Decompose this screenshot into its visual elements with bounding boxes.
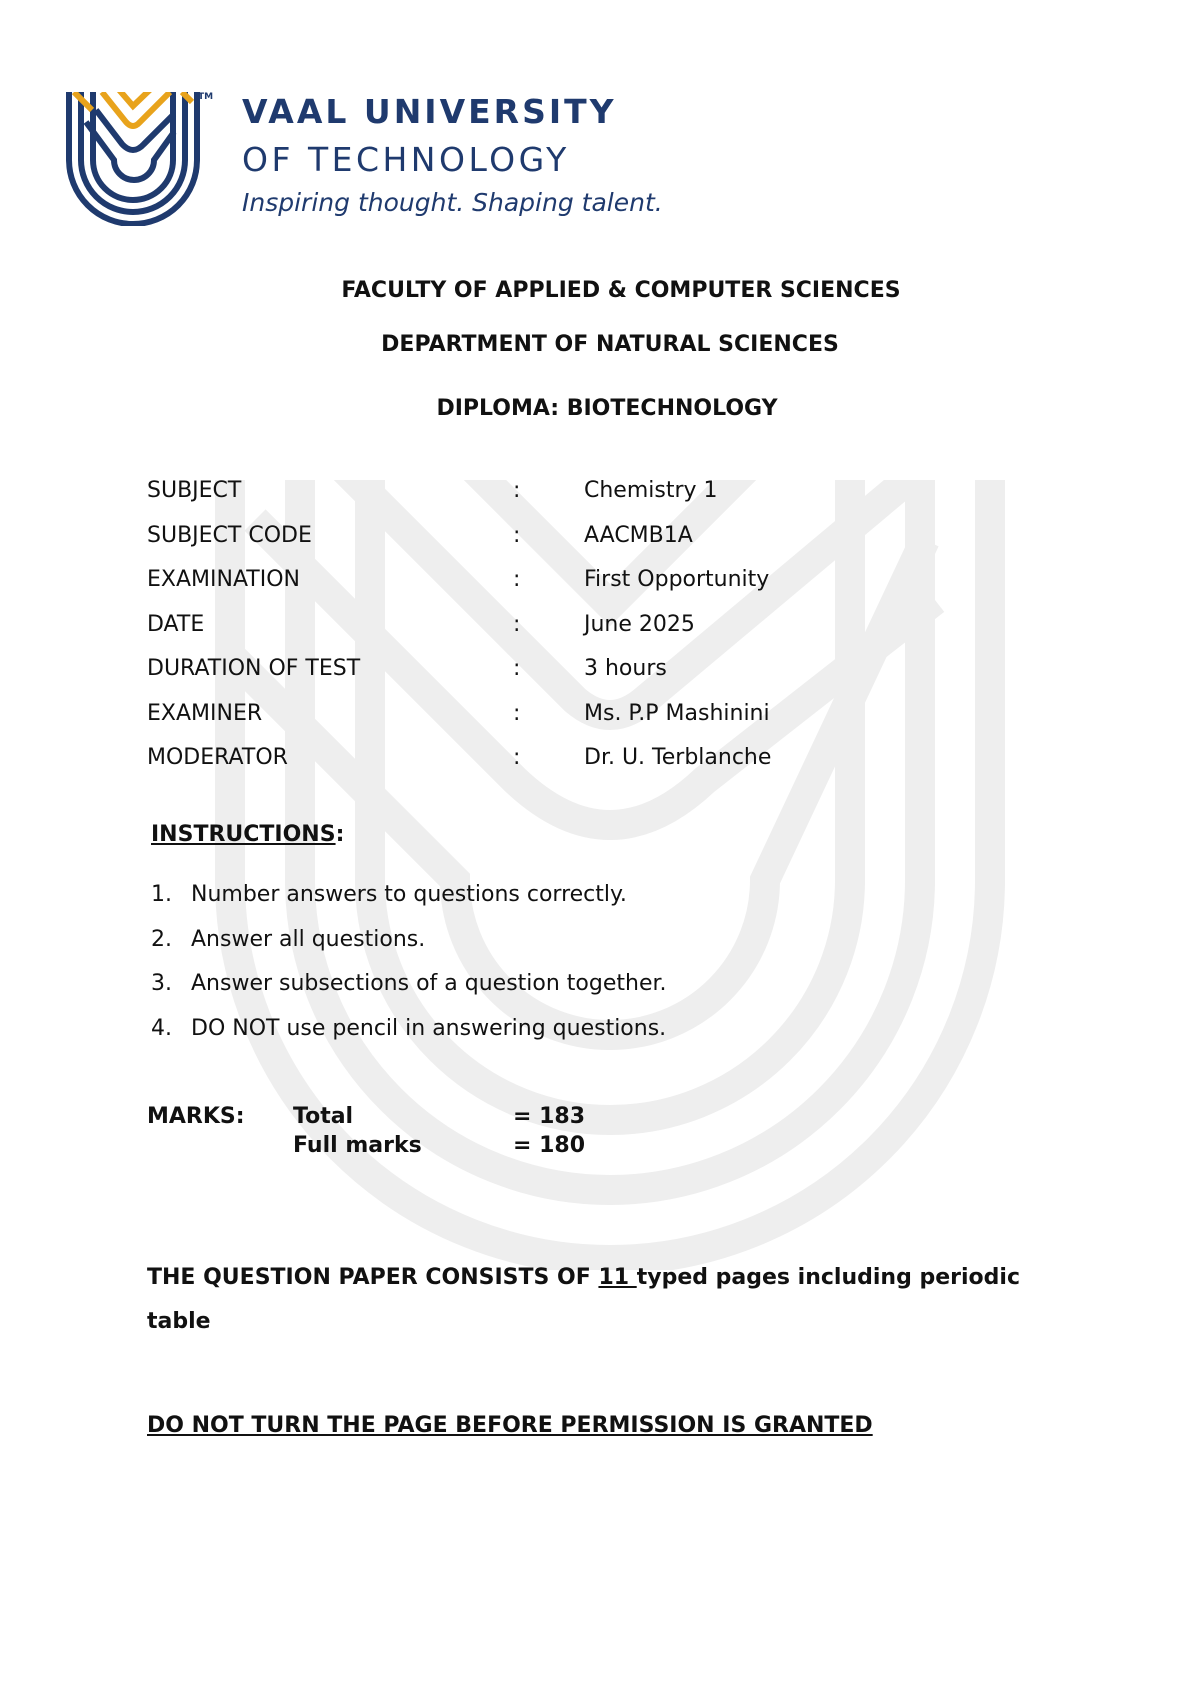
info-label: MODERATOR (147, 745, 288, 770)
info-value: Chemistry 1 (584, 478, 718, 503)
marks-full-value: = 180 (513, 1133, 586, 1158)
info-value: AACMB1A (584, 522, 693, 548)
marks-total-value: = 183 (513, 1104, 586, 1129)
list-item-number: 1. (151, 882, 172, 907)
department-heading: DEPARTMENT OF NATURAL SCIENCES (381, 332, 839, 357)
list-item-text: Number answers to questions correctly. (191, 882, 627, 907)
marks-total-label: Total (293, 1104, 354, 1129)
paper-length-prefix: THE QUESTION PAPER CONSISTS OF (147, 1265, 599, 1290)
info-colon: : (513, 522, 521, 548)
paper-length-suffix: typed pages including periodic table (147, 1265, 1020, 1334)
info-value: First Opportunity (584, 567, 770, 592)
logo-subtitle: OF TECHNOLOGY (242, 140, 570, 179)
info-colon: : (513, 567, 521, 592)
info-value: 3 hours (584, 656, 667, 681)
info-label: DURATION OF TEST (147, 656, 361, 681)
info-colon: : (513, 611, 521, 637)
marks-full-label: Full marks (293, 1133, 422, 1158)
instructions-title-text: INSTRUCTIONS (151, 822, 336, 847)
info-label: EXAMINER (147, 700, 263, 726)
list-item-text: Answer subsections of a question together. (191, 971, 667, 996)
trademark-mark: TM (198, 92, 214, 102)
info-label: SUBJECT (147, 478, 242, 503)
logo-university-name: VAAL UNIVERSITY (242, 92, 617, 131)
list-item-text: DO NOT use pencil in answering questions. (191, 1015, 667, 1041)
faculty-heading: FACULTY OF APPLIED & COMPUTER SCIENCES (341, 278, 901, 303)
info-colon: : (513, 745, 521, 770)
list-item-text: Answer all questions. (191, 926, 426, 952)
instructions-title-colon: : (335, 822, 345, 847)
paper-page-count: 11 (598, 1265, 637, 1290)
paper-length-notice (147, 1256, 1047, 1344)
list-item-number: 3. (151, 971, 172, 996)
info-label: DATE (147, 611, 205, 637)
info-label: EXAMINATION (147, 567, 300, 592)
info-value: Dr. U. Terblanche (584, 745, 772, 770)
info-colon: : (513, 700, 521, 726)
info-colon: : (513, 656, 521, 681)
logo-tagline: Inspiring thought. Shaping talent. (242, 188, 663, 217)
diploma-heading: DIPLOMA: BIOTECHNOLOGY (436, 396, 778, 421)
university-shield-icon (66, 92, 200, 226)
list-item-number: 4. (151, 1015, 172, 1041)
info-value: June 2025 (584, 611, 695, 637)
info-value: Ms. P.P Mashinini (584, 700, 770, 726)
permission-warning: DO NOT TURN THE PAGE BEFORE PERMISSION IS GRANTED (147, 1413, 873, 1438)
info-label: SUBJECT CODE (147, 522, 312, 548)
instructions-title (151, 822, 344, 847)
list-item-number: 2. (151, 926, 172, 952)
info-colon: : (513, 478, 521, 503)
marks-label: MARKS: (147, 1104, 245, 1129)
